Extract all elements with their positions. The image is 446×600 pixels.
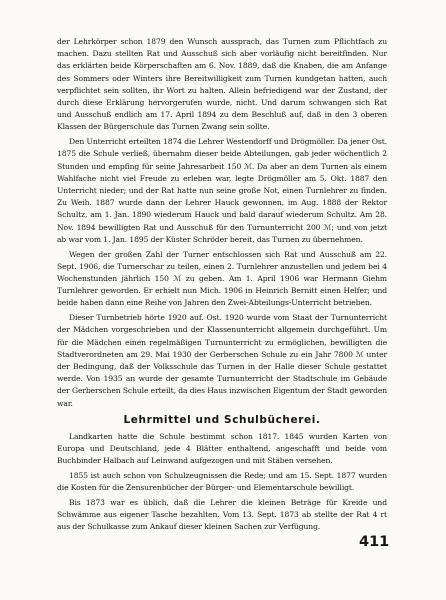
- paragraph: Landkarten hatte die Schule bestimmt schon 1817. 1845 wurden Karten von Europa und Deutschland, jede 4 Blätter enthaltend, angeschafft und beide vom Buchbinder Halbach auf Leinwand aufgezogen und mit Stäben versehen.: [57, 431, 387, 466]
- page-number: 411: [359, 534, 390, 550]
- paragraph: Dieser Turnbetrieb hörte 1920 auf. Ost. 1920 wurde vom Staat der Turnunterricht der Mädchen vorgeschrieben und der Klassenunterricht allgemein durchgeführt. Um für die Mädchen einen regelmäßigen Turnunterricht zu ermöglichen, bewilligten die Stadtverordneten am 29. Mai 1930 der Gerberschen Schule zu ein Jahr 7800 ℳ unter der Bedingung, daß der Volksschule das Turnen in der Halle dieser Schule gestattet werde. Von 1935 an wurde der gesamte Turnunterricht der Stadtschule im Gebäude der Gerberschen Schule erteilt, da dies Haus inzwischen Eigentum der Stadt geworden war.: [57, 313, 388, 408]
- paragraph: Bis 1873 war es üblich, daß die Lehrer die kleinen Beträge für Kreide und Schwämme aus eigener Tasche bezahlten. Vom 13. Sept. 1873 ab stellte der Rat 4 rt aus der Schulkasse zum Ankauf dieser kleinen Sachen zur Verfügung.: [57, 498, 387, 532]
- body-text: [57, 36, 387, 536]
- paragraph: der Lehrkörper schon 1879 den Wunsch aussprach, das Turnen zum Pflichtfach zu machen. Dazu stellten Rat und Ausschuß sich aber vorläufig nicht bereitfinden. Nur das erklärten beide Körperschaften am 6. Nov. 1889, daß die Knaben, die am Anfange des Sommers oder Winters ihre Bereitwilligkeit zum Turnen kundgetan hatten, auch verpflichtet sein sollten, ihr Wort zu halten. Allein befriedigend war der Zustand, der durch diese Erklärung hervorgerufen wurde, nicht. Und darum schwangen sich Rat und Ausschuß endlich am 17. April 1894 zu dem Beschluß auf, daß in den 3 oberen Klassen der Bürgerschule das Turnen Zwang sein sollte.: [57, 37, 387, 132]
- paragraph: 1855 ist auch schon von Schulzeugnissen die Rede; und am 15. Sept. 1877 wurden die Kosten für die Zensurenbücher der Bürger- und Elementarschule bewilligt.: [57, 471, 387, 493]
- paragraph: Wegen der großen Zahl der Turner entschlossen sich Rat und Ausschuß am 22. Sept. 1906, die Turnerschar zu teilen, einen 2. Turnlehrer anzustellen und jedem bei 4 Wochenstunden jährlich 150 ℳ zu geben. Am 1. April 1906 war Hermann Giehm Turnlehrer geworden. Er erhielt nun Mich. 1906 in Heinrich Bernitt einen Helfer; und beide haben dann eine Reihe von Jahren den Zwei-Abteilungs-Unterricht betrieben.: [57, 249, 387, 308]
- section-heading: Lehrmittel und Schulbücherei.: [123, 413, 321, 426]
- paragraph: Den Unterricht erteilten 1874 die Lehrer Westendorff und Drögmöller. Da jener Ost. 1875 die Schule verließ, übernahm dieser beide Abteilungen, gab jeder wöchentlich 2 Stunden und empfing für seine Jahresarbeit 150 ℳ. Da aber an dem Turnen als einem Wahlfache nicht viel Freude zu erleben war, legte Drögmöller am 5. Okt. 1887 den Unterricht nieder; und der Rat hatte nun seine große Not, einen Turnlehrer zu finden. Zu Weih. 1887 wurde dann der Lehrer Hauck gewonnen, im Aug. 1888 der Rektor Schultz, am 1. Jan. 1890 wiederum Hauck und bald darauf wiederum Schultz. Am 28. Nov. 1894 bewilligten Rat und Ausschuß für den Turnunterricht 200 ℳ; und von jetzt ab war vom 1. Jan. 1895 der Küster Schröder bereit, das Turnen zu übernehmen.: [57, 137, 387, 244]
